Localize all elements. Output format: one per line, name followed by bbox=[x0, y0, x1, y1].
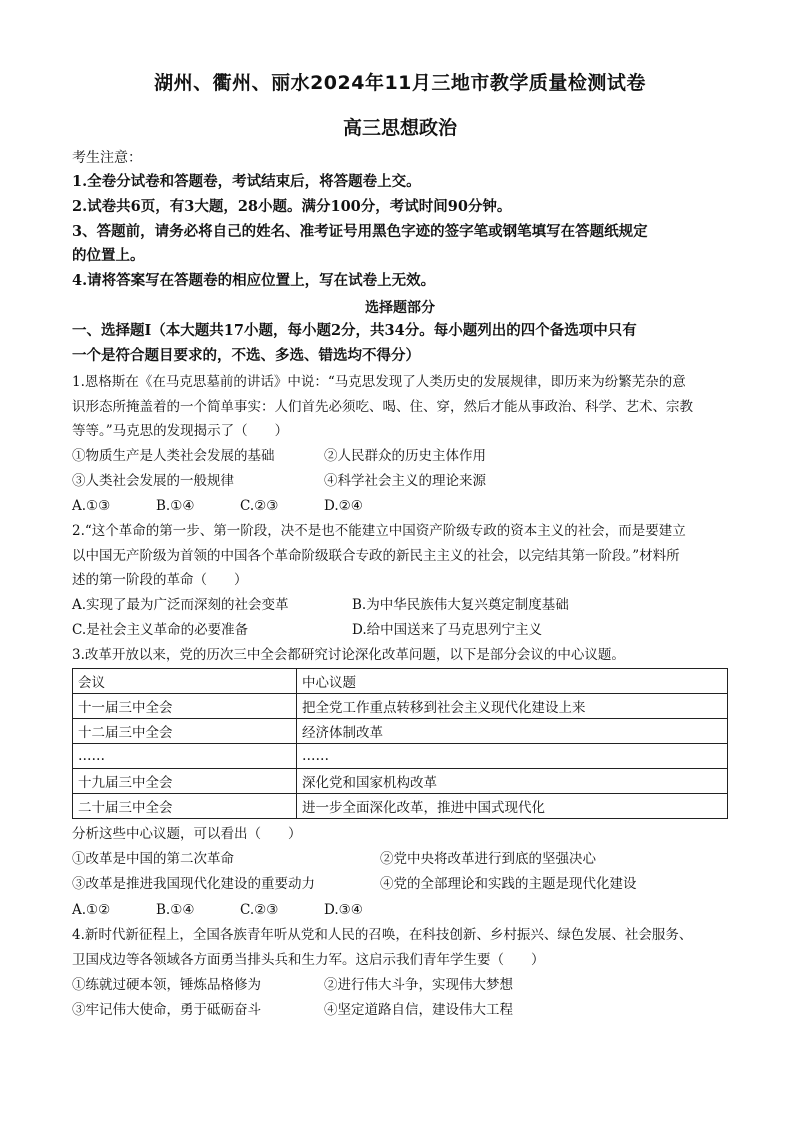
table-cell: …… bbox=[73, 744, 297, 769]
question-1-text: 1.恩格斯在《在马克思墓前的讲话》中说：“马克思发现了人类历史的发展规律，即历来为纷繁芜杂的意 bbox=[72, 374, 686, 390]
question-3-text: 3.改革开放以来，党的历次三中全会都研究讨论深化改革问题，以下是部分会议的中心议题。 bbox=[72, 647, 625, 663]
question-2-text: 以中国无产阶级为首领的中国各个革命阶级联合专政的新民主主义的社会，以完结其第一阶段。”材料所 bbox=[72, 548, 680, 564]
question-3-item: ④党的全部理论和实践的主题是现代化建设 bbox=[380, 876, 637, 892]
question-1-choice-d: D.②④ bbox=[324, 498, 363, 514]
question-2-text: 述的第一阶段的革命（ ） bbox=[72, 572, 248, 588]
question-3-item: ①改革是中国的第二次革命 bbox=[72, 851, 234, 867]
question-4-item: ②进行伟大斗争，实现伟大梦想 bbox=[324, 977, 513, 993]
question-3-choice-b: B.①④ bbox=[156, 902, 195, 918]
question-4-item: ①练就过硬本领，锤炼品格修为 bbox=[72, 977, 261, 993]
table-cell: 十二届三中全会 bbox=[73, 719, 297, 744]
question-1-choice-a: A.①③ bbox=[72, 498, 111, 514]
table-row bbox=[73, 694, 728, 719]
question-1-choice-b: B.①④ bbox=[156, 498, 195, 514]
question-4-item: ③牢记伟大使命，勇于砥砺奋斗 bbox=[72, 1002, 261, 1018]
note-item: 1.全卷分试卷和答题卷，考试结束后，将答题卷上交。 bbox=[72, 173, 421, 190]
question-3-prompt: 分析这些中心议题，可以看出（ ） bbox=[72, 826, 302, 842]
note-item: 的位置上。 bbox=[72, 247, 145, 264]
question-1-choice-c: C.②③ bbox=[240, 498, 279, 514]
question-1-item: ③人类社会发展的一般规律 bbox=[72, 473, 234, 489]
page-subtitle: 高三思想政治 bbox=[342, 117, 457, 139]
note-item: 4.请将答案写在答题卷的相应位置上，写在试卷上无效。 bbox=[72, 272, 436, 289]
page-title: 湖州、衢州、丽水2024年11月三地市教学质量检测试卷 bbox=[154, 72, 646, 94]
table-cell: 十一届三中全会 bbox=[73, 694, 297, 719]
table-header-row bbox=[73, 669, 728, 694]
table-cell: 进一步全面深化改革，推进中国式现代化 bbox=[297, 794, 728, 819]
question-2-choice-c: C.是社会主义革命的必要准备 bbox=[72, 622, 249, 638]
question-1-text: 识形态所掩盖着的一个简单事实：人们首先必须吃、喝、住、穿，然后才能从事政治、科学、艺术、宗教 bbox=[72, 399, 693, 415]
question-4-text: 4.新时代新征程上，全国各族青年听从党和人民的召唤，在科技创新、乡村振兴、绿色发展、社会服务、 bbox=[72, 927, 693, 943]
table-header-cell: 会议 bbox=[73, 669, 297, 694]
table-row bbox=[73, 719, 728, 744]
question-1-item: ④科学社会主义的理论来源 bbox=[324, 473, 486, 489]
question-3-choice-d: D.③④ bbox=[324, 902, 363, 918]
question-2-choice-a: A.实现了最为广泛而深刻的社会变革 bbox=[72, 597, 289, 613]
question-3-choice-a: A.①② bbox=[72, 902, 111, 918]
note-item: 2.试卷共6页，有3大题，28小题。满分100分，考试时间90分钟。 bbox=[72, 198, 512, 215]
question-1-text: 等等。”马克思的发现揭示了（ ） bbox=[72, 423, 289, 439]
table-cell: 把全党工作重点转移到社会主义现代化建设上来 bbox=[297, 694, 728, 719]
meetings-table bbox=[72, 668, 728, 819]
section-title: 选择题部分 bbox=[365, 300, 435, 316]
question-1-item: ①物质生产是人类社会发展的基础 bbox=[72, 448, 275, 464]
question-3-item: ③改革是推进我国现代化建设的重要动力 bbox=[72, 876, 315, 892]
table-row bbox=[73, 769, 728, 794]
table-cell: 二十届三中全会 bbox=[73, 794, 297, 819]
question-3-item: ②党中央将改革进行到底的坚强决心 bbox=[380, 851, 596, 867]
question-1-item: ②人民群众的历史主体作用 bbox=[324, 448, 486, 464]
part1-instructions: 一个是符合题目要求的，不选、多选、错选均不得分） bbox=[72, 347, 420, 364]
question-4-item: ④坚定道路自信，建设伟大工程 bbox=[324, 1002, 513, 1018]
table-cell: …… bbox=[297, 744, 728, 769]
table-row bbox=[73, 744, 728, 769]
table-row bbox=[73, 794, 728, 819]
question-2-choice-d: D.给中国送来了马克思列宁主义 bbox=[352, 622, 543, 638]
table-cell: 深化党和国家机构改革 bbox=[297, 769, 728, 794]
table-cell: 经济体制改革 bbox=[297, 719, 728, 744]
table-cell: 十九届三中全会 bbox=[73, 769, 297, 794]
part1-instructions: 一、选择题Ⅰ（本大题共17小题，每小题2分，共34分。每小题列出的四个备选项中只有 bbox=[72, 322, 637, 339]
note-item: 3、答题前，请务必将自己的姓名、准考证号用黑色字迹的签字笔或钢笔填写在答题纸规定 bbox=[72, 223, 648, 240]
question-2-choice-b: B.为中华民族伟大复兴奠定制度基础 bbox=[352, 597, 569, 613]
table-header-cell: 中心议题 bbox=[297, 669, 728, 694]
question-2-text: 2.“这个革命的第一步、第一阶段，决不是也不能建立中国资产阶级专政的资本主义的社会，而是要建立 bbox=[72, 523, 686, 539]
question-3-choice-c: C.②③ bbox=[240, 902, 279, 918]
question-4-text: 卫国戍边等各领域各方面勇当排头兵和生力军。这启示我们青年学生要（ ） bbox=[72, 952, 545, 968]
notes-heading: 考生注意： bbox=[72, 150, 142, 166]
